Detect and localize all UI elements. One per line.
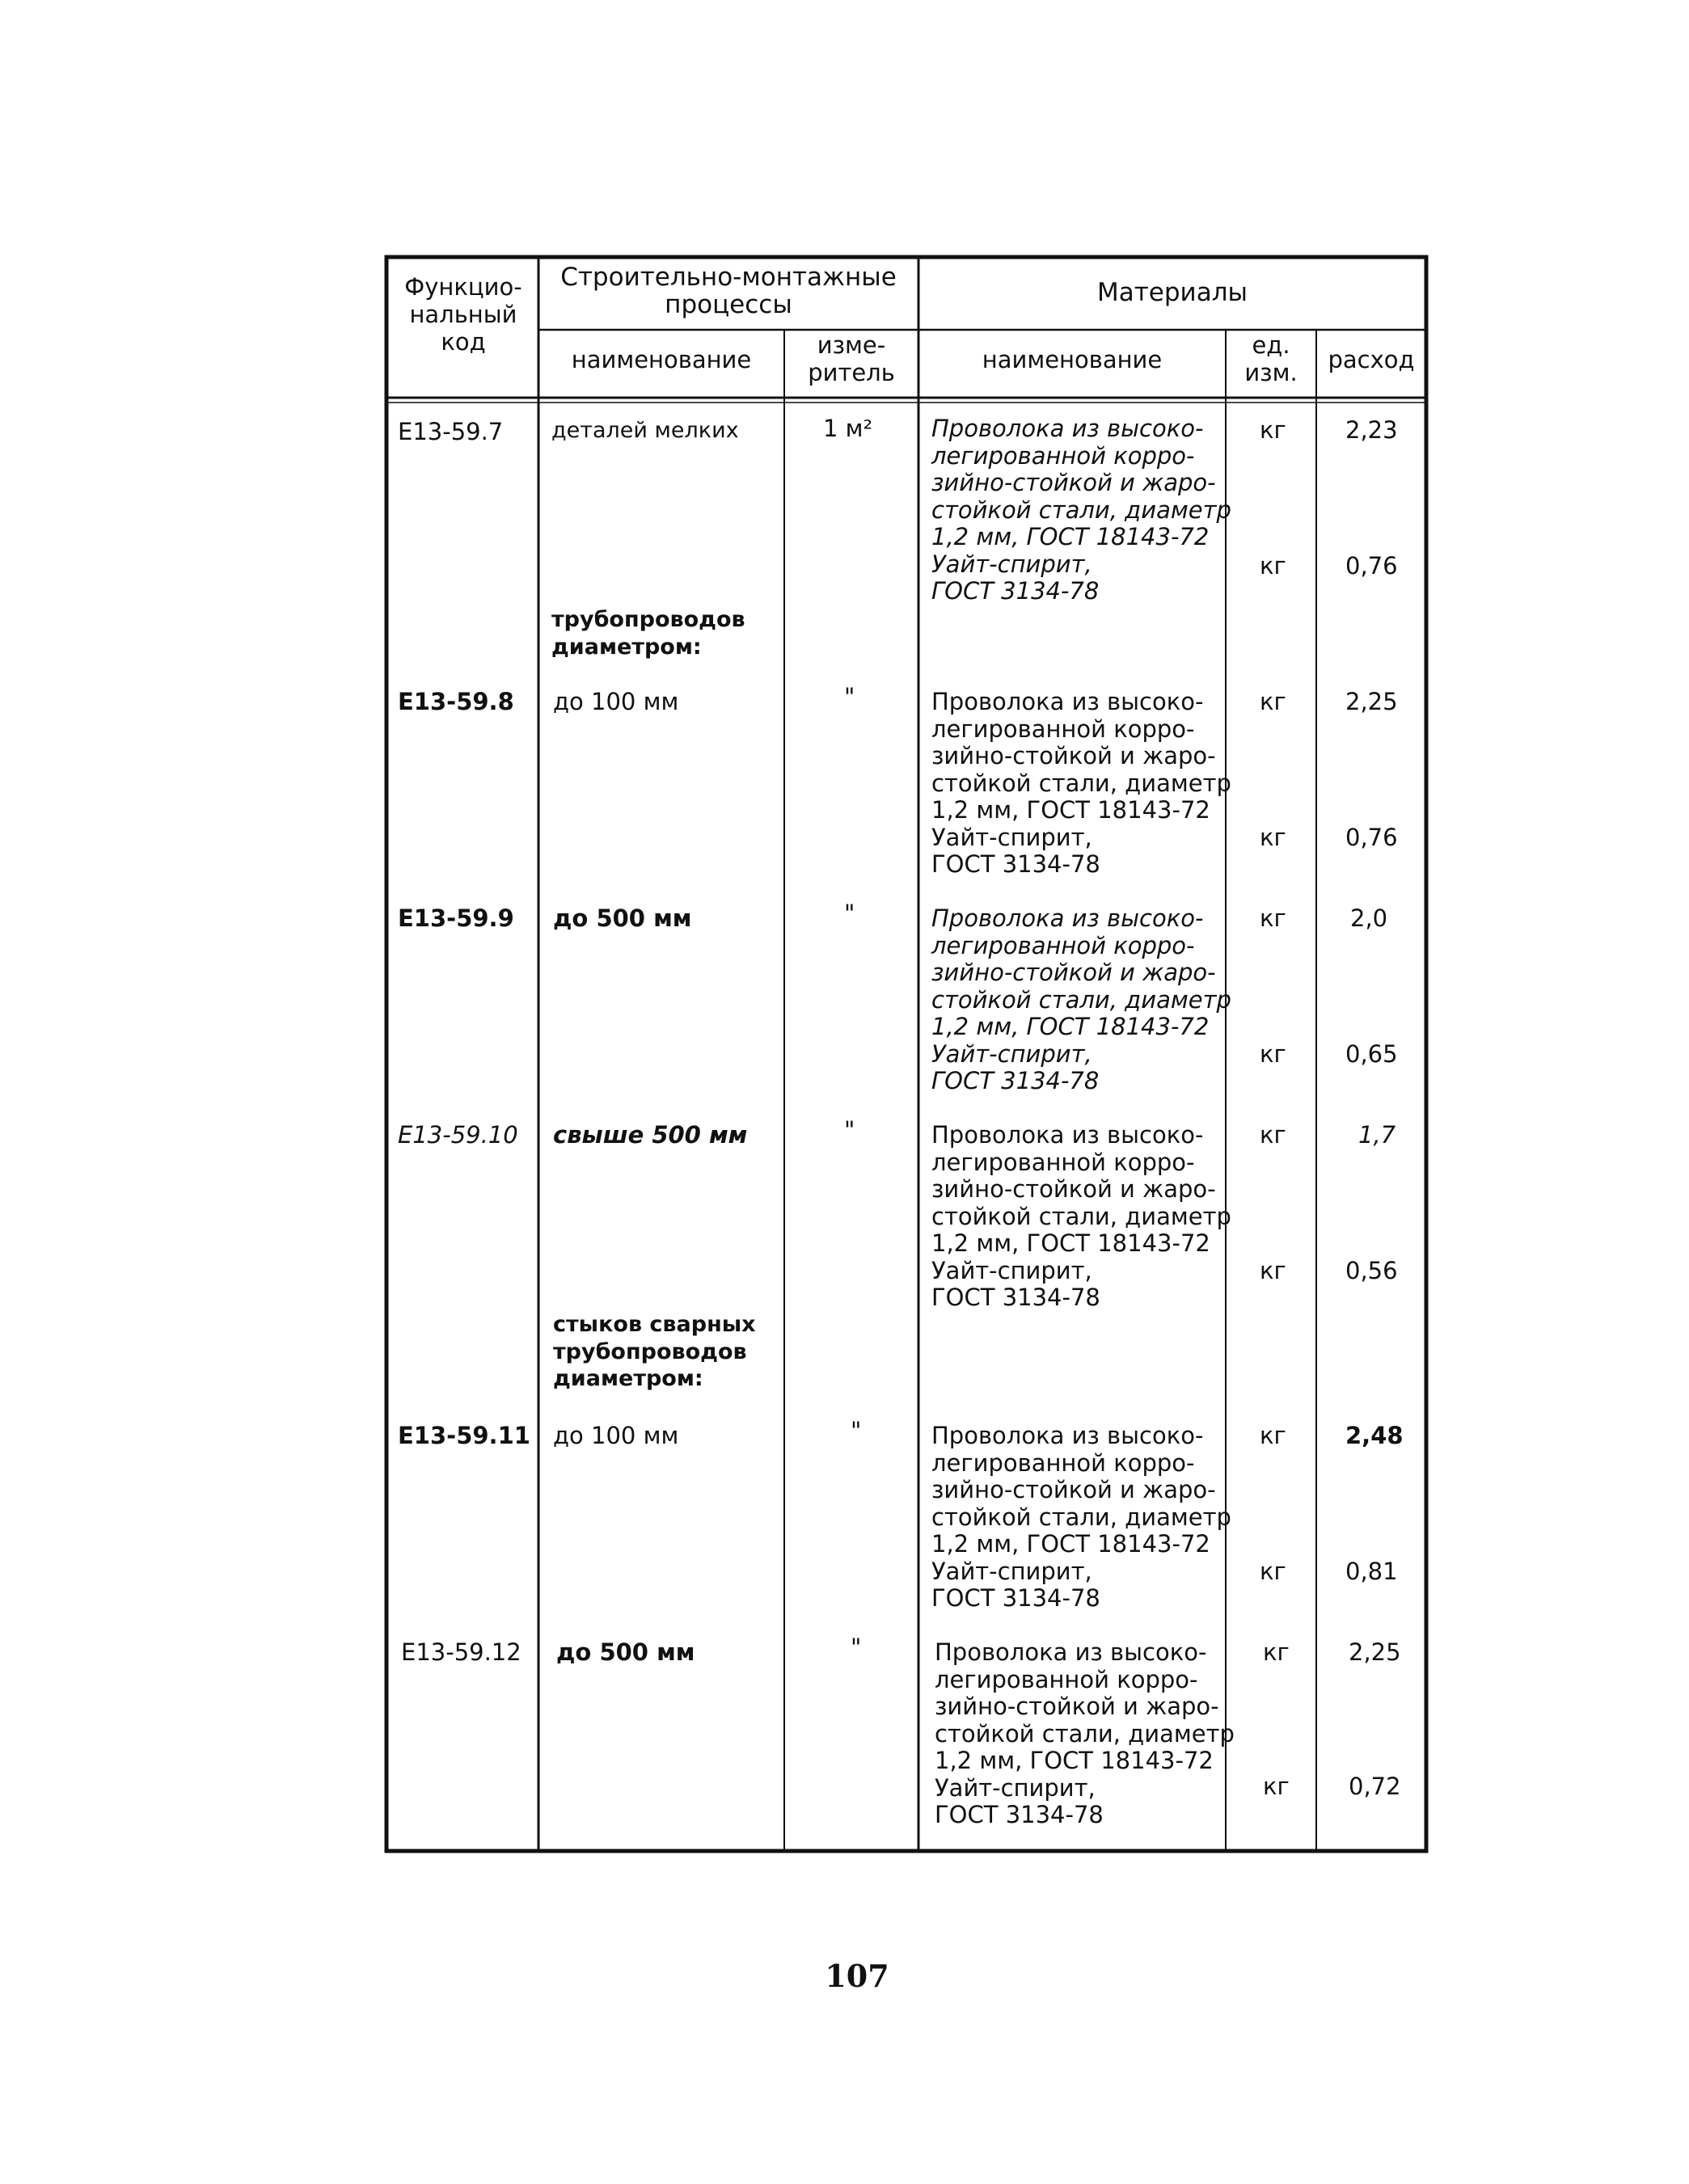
- material-rate: 0,81: [1345, 1558, 1398, 1585]
- header-materials: Материалы: [1097, 278, 1248, 307]
- header-code-line2: нальный: [409, 301, 517, 328]
- material-unit: кг: [1260, 552, 1286, 580]
- material-line: Проволока из высоко-: [931, 904, 1204, 932]
- material-rate: 0,76: [1345, 552, 1398, 580]
- material-unit: кг: [1260, 1121, 1286, 1149]
- material-line: зийно-стойкой и жаро-: [935, 1693, 1219, 1720]
- material-unit: кг: [1263, 1638, 1290, 1666]
- header-process-unit-line1: изме-: [817, 331, 886, 359]
- material-rate: 2,0: [1350, 904, 1388, 932]
- material-line: ГОСТ 3134-78: [931, 577, 1100, 605]
- material-name: [931, 415, 1231, 605]
- material-name: [931, 1122, 1231, 1312]
- group-heading-line: трубопроводов: [553, 1339, 747, 1364]
- header-code-line1: Функцио-: [404, 273, 522, 301]
- material-line: Проволока из высоко-: [935, 1638, 1207, 1666]
- material-line: стойкой стали, диаметр: [931, 1202, 1231, 1230]
- material-rate: 0,56: [1345, 1257, 1398, 1284]
- material-line: стойкой стали, диаметр: [935, 1719, 1235, 1748]
- group-heading: [551, 606, 745, 660]
- header-processes-line1: Строительно-монтажные: [560, 263, 897, 292]
- group-heading-line: трубопроводов: [551, 607, 745, 632]
- row-process: до 100 мм: [553, 688, 679, 715]
- material-rate: 1,7: [1358, 1121, 1396, 1149]
- row-unit: 1 м²: [823, 415, 873, 442]
- material-line: стойкой стали, диаметр: [931, 1503, 1231, 1531]
- row-code: Е13-59.10: [398, 1121, 518, 1149]
- material-unit: кг: [1260, 904, 1286, 932]
- page-number: 107: [825, 1958, 889, 1994]
- material-name: [935, 1639, 1235, 1829]
- material-line: зийно-стойкой и жаро-: [931, 1476, 1216, 1503]
- row-code: Е13-59.9: [398, 904, 514, 932]
- row-unit: ": [844, 683, 855, 710]
- material-unit: кг: [1260, 824, 1286, 851]
- material-line: зийно-стойкой и жаро-: [931, 469, 1216, 496]
- row-process: до 100 мм: [553, 1422, 679, 1449]
- header-code-line3: код: [441, 328, 486, 356]
- row-unit: ": [844, 1116, 855, 1144]
- material-line: Уайт-спирит,: [931, 1039, 1092, 1068]
- header-process-name: наименование: [571, 346, 752, 373]
- row-process: [553, 1122, 747, 1149]
- group-heading-line: диаметром:: [553, 1366, 703, 1391]
- material-line: Уайт-спирит,: [931, 550, 1092, 578]
- material-unit: кг: [1260, 688, 1286, 715]
- row-process: деталей мелких: [551, 418, 739, 443]
- material-line: зийно-стойкой и жаро-: [931, 959, 1216, 986]
- header-code: [390, 273, 537, 356]
- material-line: Уайт-спирит,: [931, 823, 1092, 851]
- row-code: Е13-59.12: [401, 1638, 521, 1666]
- row-process-text: свыше 500 мм: [553, 1121, 748, 1149]
- row-process: до 500 мм: [553, 904, 692, 932]
- material-line: ГОСТ 3134-78: [931, 1284, 1100, 1311]
- material-rate: 0,76: [1345, 824, 1398, 851]
- material-line: ГОСТ 3134-78: [931, 1584, 1100, 1612]
- row-code: Е13-59.8: [398, 688, 514, 715]
- material-unit: кг: [1260, 1558, 1286, 1585]
- material-unit: кг: [1260, 1040, 1286, 1068]
- header-process-unit-line2: ритель: [808, 359, 895, 386]
- header-material-unit: [1227, 331, 1315, 386]
- row-code: Е13-59.7: [398, 418, 504, 445]
- header-material-name: наименование: [982, 346, 1163, 373]
- material-line: стойкой стали, диаметр: [931, 495, 1231, 524]
- group-heading-line: стыков сварных: [553, 1312, 756, 1337]
- row-code: Е13-59.11: [398, 1422, 530, 1449]
- row-unit: ": [851, 1634, 862, 1661]
- material-line: 1,2 мм, ГОСТ 18143-72: [931, 1530, 1210, 1558]
- material-line: 1,2 мм, ГОСТ 18143-72: [931, 523, 1210, 550]
- material-line: 1,2 мм, ГОСТ 18143-72: [931, 1013, 1210, 1040]
- material-line: легированной корро-: [935, 1665, 1198, 1693]
- material-line: 1,2 мм, ГОСТ 18143-72: [935, 1747, 1214, 1774]
- material-line: стойкой стали, диаметр: [931, 769, 1231, 797]
- row-unit: ": [851, 1417, 862, 1444]
- material-line: ГОСТ 3134-78: [931, 850, 1100, 878]
- group-heading-line: диаметром:: [551, 634, 702, 660]
- material-rate: 2,25: [1345, 688, 1398, 715]
- material-line: Проволока из высоко-: [931, 1422, 1204, 1449]
- material-rate: 2,25: [1349, 1638, 1401, 1666]
- material-line: легированной корро-: [931, 1148, 1195, 1176]
- material-line: 1,2 мм, ГОСТ 18143-72: [931, 796, 1210, 824]
- header-process-unit: [786, 331, 917, 386]
- material-unit: кг: [1260, 1257, 1286, 1284]
- row-unit: ": [844, 900, 855, 927]
- material-line: Проволока из высоко-: [931, 1121, 1204, 1149]
- material-unit: кг: [1260, 1422, 1286, 1449]
- material-line: Проволока из высоко-: [931, 688, 1204, 715]
- group-heading: [553, 1311, 756, 1393]
- material-line: 1,2 мм, ГОСТ 18143-72: [931, 1229, 1210, 1257]
- material-rate: 2,48: [1345, 1422, 1404, 1449]
- material-rate: 0,65: [1345, 1040, 1398, 1068]
- material-name: [931, 905, 1231, 1095]
- material-line: зийно-стойкой и жаро-: [931, 742, 1216, 769]
- material-unit: кг: [1263, 1773, 1290, 1800]
- material-line: Уайт-спирит,: [931, 1557, 1092, 1585]
- row-process: до 500 мм: [556, 1638, 695, 1666]
- header-processes-line2: процессы: [665, 290, 792, 319]
- header-material-unit-line1: ед.: [1252, 331, 1290, 359]
- material-rate: 0,72: [1349, 1773, 1401, 1800]
- material-line: легированной корро-: [931, 715, 1195, 743]
- material-rate: 2,23: [1345, 416, 1398, 444]
- material-line: зийно-стойкой и жаро-: [931, 1175, 1216, 1203]
- header-processes: [540, 264, 917, 318]
- header-material-rate: расход: [1328, 346, 1415, 373]
- material-line: стойкой стали, диаметр: [931, 985, 1231, 1014]
- material-name: [931, 1423, 1231, 1613]
- material-line: легированной корро-: [931, 931, 1195, 959]
- material-line: Уайт-спирит,: [931, 1256, 1092, 1284]
- material-line: легированной корро-: [931, 441, 1195, 470]
- material-line: легированной корро-: [931, 1448, 1195, 1477]
- material-line: Проволока из высоко-: [931, 415, 1204, 442]
- material-unit: кг: [1260, 416, 1286, 444]
- header-material-unit-line2: изм.: [1244, 359, 1298, 386]
- material-line: Уайт-спирит,: [935, 1773, 1096, 1802]
- material-line: ГОСТ 3134-78: [935, 1801, 1104, 1828]
- material-name: [931, 689, 1231, 879]
- material-line: ГОСТ 3134-78: [931, 1067, 1100, 1094]
